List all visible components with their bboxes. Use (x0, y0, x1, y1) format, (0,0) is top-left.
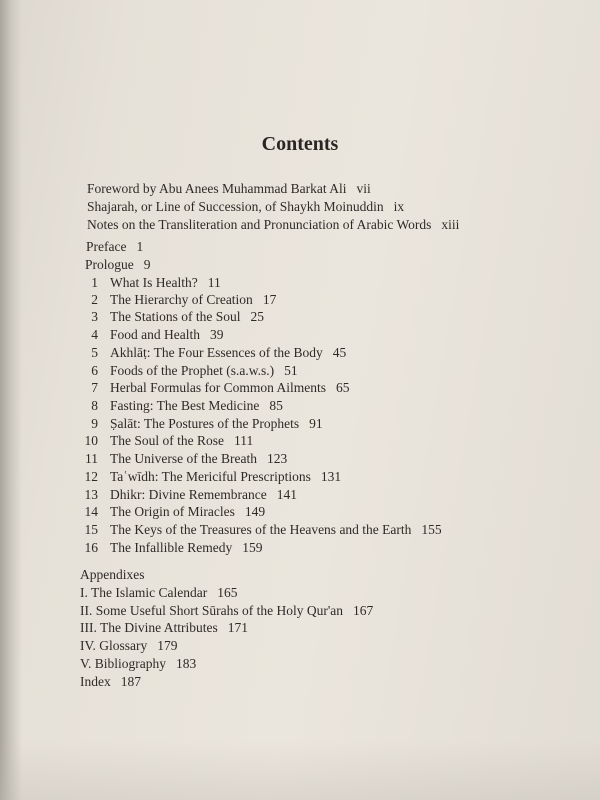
chapter-entry (78, 274, 221, 291)
entry-page: 183 (176, 656, 197, 671)
chapter-title: Herbal Formulas for Common Ailments (110, 380, 326, 395)
entry-page: 1 (136, 239, 144, 254)
chapter-page: 25 (250, 309, 264, 324)
chapter-title: The Universe of the Breath (110, 451, 257, 466)
chapter-page: 45 (332, 345, 347, 360)
entry-title: IV. Glossary (80, 638, 148, 653)
chapter-number: 1 (91, 275, 98, 290)
chapter-entry (78, 432, 253, 449)
chapter-entry (78, 415, 323, 432)
chapter-number: 11 (85, 451, 98, 466)
chapter-number: 15 (84, 522, 98, 537)
chapter-number: 10 (84, 433, 98, 448)
entry-title: III. The Divine Attributes (80, 620, 218, 635)
chapter-title: Foods of the Prophet (s.a.w.s.) (110, 363, 275, 378)
entry-title: Foreword by Abu Anees Muhammad Barkat Ali (87, 181, 347, 196)
entry-title: Preface (86, 239, 127, 254)
chapter-page: 141 (276, 487, 297, 502)
entry-page: vii (356, 181, 371, 196)
page-bottom-shadow (0, 740, 600, 800)
entry-title: Prologue (85, 257, 134, 272)
entry-page: xiii (441, 217, 460, 232)
page-gutter-shadow (0, 0, 22, 800)
chapter-title: The Origin of Miracles (110, 504, 235, 519)
entry-page: ix (393, 199, 405, 214)
chapter-number: 16 (84, 540, 98, 555)
chapter-number: 12 (84, 469, 98, 484)
entry-page: 9 (143, 257, 151, 272)
chapter-title: Ṣalāt: The Postures of the Prophets (110, 416, 300, 431)
chapter-page: 39 (210, 327, 224, 342)
chapter-title: The Hierarchy of Creation (110, 292, 253, 307)
chapter-page: 149 (244, 504, 266, 519)
chapter-number: 13 (84, 487, 98, 502)
chapter-entry (78, 326, 224, 343)
entry-page: 179 (157, 638, 178, 653)
chapter-page: 111 (234, 433, 254, 448)
chapter-entry (78, 344, 346, 361)
appendix-entry (80, 602, 373, 619)
chapter-page: 65 (335, 380, 350, 395)
chapter-page: 159 (242, 540, 263, 555)
chapter-entry (78, 397, 283, 414)
chapter-title: Fasting: The Best Medicine (110, 398, 260, 413)
entry-title: Notes on the Transliteration and Pronunciation of Arabic Words (87, 217, 432, 232)
chapter-title: The Soul of the Rose (110, 433, 224, 448)
chapter-number: 14 (84, 504, 98, 519)
chapter-page: 51 (284, 363, 298, 378)
chapter-title: What Is Health? (110, 275, 198, 290)
chapter-page: 155 (421, 522, 442, 537)
appendix-entry (80, 655, 196, 672)
entry-title: Shajarah, or Line of Succession, of Shaykh Moinuddin (87, 199, 384, 214)
entry-page: 187 (120, 674, 141, 689)
entry-title: I. The Islamic Calendar (80, 585, 208, 600)
chapter-number: 8 (91, 398, 98, 413)
entry-title: II. Some Useful Short Sūrahs of the Holy Qur'an (80, 603, 344, 618)
chapter-page: 85 (269, 398, 283, 413)
chapter-page: 17 (262, 292, 277, 307)
chapter-title: The Infallible Remedy (110, 540, 233, 555)
chapter-title: Taʿwīdh: The Mericiful Prescriptions (110, 469, 311, 484)
front-matter-entry (87, 180, 371, 197)
front-matter-entry (87, 198, 404, 215)
chapter-number: 9 (91, 416, 98, 431)
chapter-entry (78, 308, 264, 325)
chapter-entry (78, 379, 349, 396)
preface-entry (86, 238, 143, 255)
chapter-number: 4 (91, 327, 98, 342)
appendixes-heading: Appendixes (80, 567, 145, 582)
chapter-entry (78, 486, 297, 503)
chapter-number: 2 (91, 292, 98, 307)
prologue-entry (85, 256, 151, 273)
chapter-entry (78, 521, 442, 538)
chapter-page: 11 (207, 275, 221, 290)
appendix-entry (80, 584, 237, 601)
chapter-title: Dhikr: Divine Remembrance (110, 487, 267, 502)
entry-page: 165 (217, 585, 238, 600)
chapter-page: 123 (266, 451, 288, 466)
chapter-number: 7 (91, 380, 98, 395)
appendix-entry (80, 619, 248, 636)
chapter-page: 91 (309, 416, 323, 431)
entry-title: Index (80, 674, 111, 689)
chapter-entry (78, 362, 298, 379)
chapter-title: Food and Health (110, 327, 200, 342)
appendix-entry (80, 637, 178, 654)
chapter-title: The Stations of the Soul (110, 309, 241, 324)
chapter-entry (78, 450, 287, 467)
chapter-entry (78, 539, 262, 556)
entry-page: 171 (227, 620, 248, 635)
front-matter-entry (87, 216, 459, 233)
contents-title: Contents (261, 133, 339, 155)
entry-title: V. Bibliography (80, 656, 167, 671)
chapter-number: 5 (91, 345, 98, 360)
chapter-number: 6 (91, 363, 98, 378)
chapter-number: 3 (91, 309, 98, 324)
chapter-entry (78, 503, 265, 520)
chapter-title: The Keys of the Treasures of the Heavens and the Earth (110, 522, 412, 537)
chapter-page: 131 (320, 469, 342, 484)
chapter-title: Akhlāṭ: The Four Essences of the Body (110, 345, 323, 360)
chapter-entry (78, 291, 276, 308)
chapter-entry (78, 468, 341, 485)
index-entry (80, 673, 141, 690)
entry-page: 167 (353, 603, 374, 618)
